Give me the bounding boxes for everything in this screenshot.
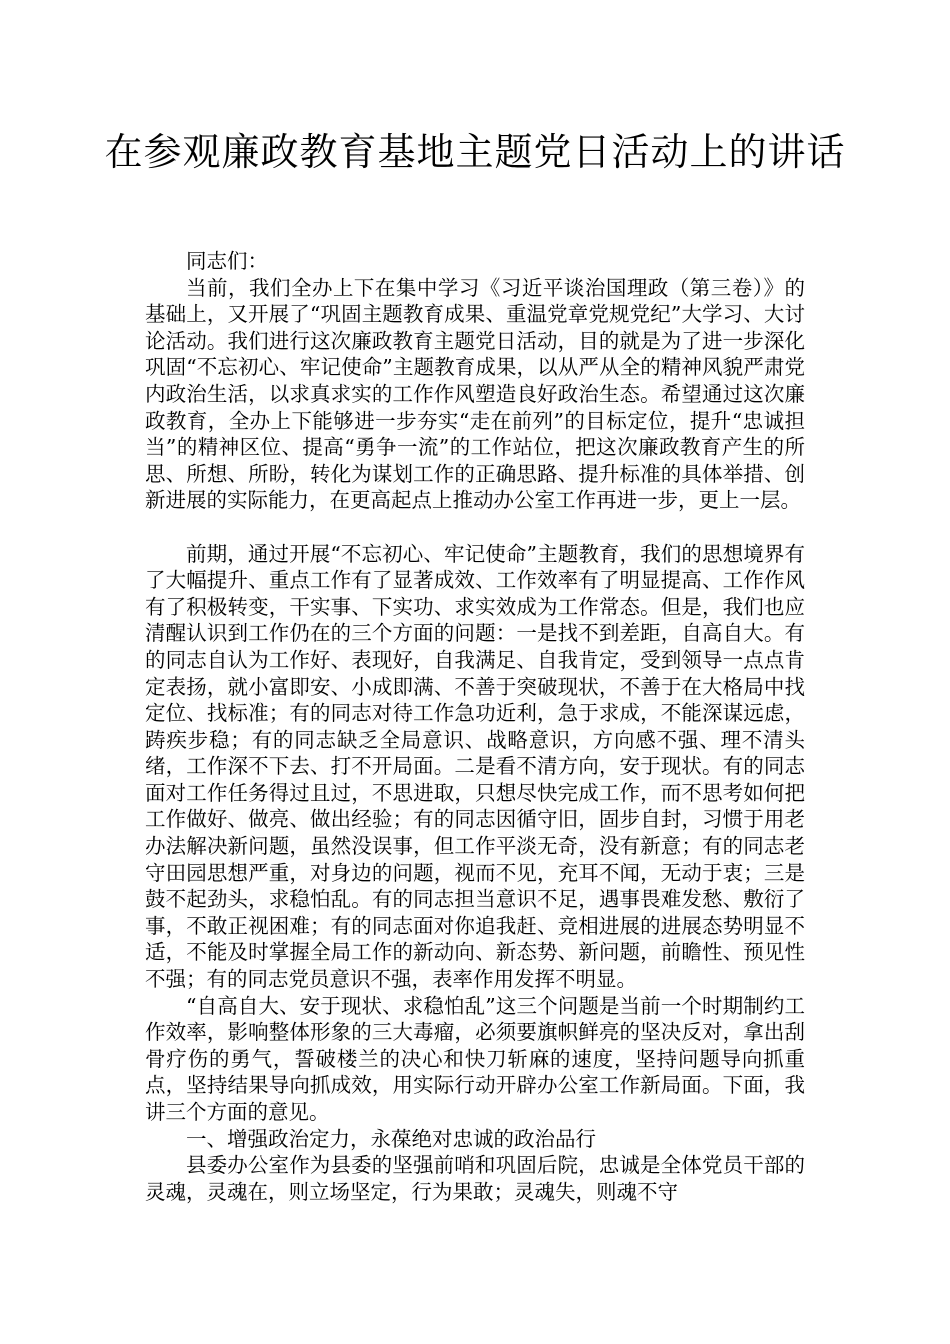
section-heading-1: 一、增强政治定力，永葆绝对忠诚的政治品行 <box>186 1126 596 1151</box>
paragraph-problems: 前期，通过开展“不忘初心、牢记使命”主题教育，我们的思想境界有了大幅提升、重点工作有了显著成效、工作效率有了明显提高、工作作风有了积极转变，干实事、下实功、求实效成为工作常态。但是，我们也应清醒认识到工作仍在的三个方面的问题：一是找不到差距，自高自大。有的同志自认为工作好、表现好，自我满足、自我肯定，受到领导一点点肯定表扬，就小富即安、小成即满、不善于突破现状，不善于在大格局中找定位、找标准；有的同志对待工作急功近利，急于求成，不能深谋远虑，踌疾步稳；有的同志缺乏全局意识、战略意识，方向感不强、理不清头绪，工作深不下去、打不开局面。二是看不清方向，安于现状。有的同志面对工作任务得过且过，不思进取，只想尽快完成工作，而不思考如何把工作做好、做亮、做出经验；有的同志因循守旧，固步自封，习惯于用老办法解决新问题，虽然没误事，但工作平淡无奇，没有新意；有的同志老守田园思想严重，对身边的问题，视而不见，充耳不闻，无动于衷；三是鼓不起劲头，求稳怕乱。有的同志担当意识不足，遇事畏难发愁、敷衍了事，不敢正视困难；有的同志面对你追我赶、竞相进展的进展态势明显不适，不能及时掌握全局工作的新动向、新态势、新问题，前瞻性、预见性不强；有的同志党员意识不强，表率作用发挥不明显。 <box>145 541 805 992</box>
salutation: 同志们： <box>186 249 268 273</box>
paragraph-section-1: 县委办公室作为县委的坚强前哨和巩固后院，忠诚是全体党员干部的灵魂，灵魂在，则立场坚定，行为果敢；灵魂失，则魂不守 <box>145 1153 805 1204</box>
document-body <box>145 248 805 1205</box>
paragraph-three-problems: “自高自大、安于现状、求稳怕乱”这三个问题是当前一个时期制约工作效率，影响整体形象的三大毒瘤，必须要旗帜鲜亮的坚决反对，拿出刮骨疗伤的勇气，誓破楼兰的决心和快刀斩麻的速度，坚持问题导向抓重点，坚持结果导向抓成效，用实际行动开辟办公室工作新局面。下面，我讲三个方面的意见。 <box>145 993 805 1124</box>
document-title: 在参观廉政教育基地主题党日活动上的讲话 <box>104 130 846 174</box>
paragraph-intro: 当前，我们全办上下在集中学习《习近平谈治国理政（第三卷）》的基础上，又开展了“巩固主题教育成果、重温党章党规党纪”大学习、大讨论活动。我们进行这次廉政教育主题党日活动，目的就是为了进一步深化巩固“不忘初心、牢记使命”主题教育成果，以从严从全的精神风貌严肃党内政治生活，以求真求实的工作作风塑造良好政治生态。希望通过这次廉政教育，全办上下能够进一步夯实“走在前列”的目标定位，提升“忠诚担当”的精神区位、提高“勇争一流”的工作站位，把这次廉政教育产生的所思、所想、所盼，转化为谋划工作的正确思路、提升标准的具体举措、创新进展的实际能力，在更高起点上推动办公室工作再进一步，更上一层。 <box>145 275 805 513</box>
